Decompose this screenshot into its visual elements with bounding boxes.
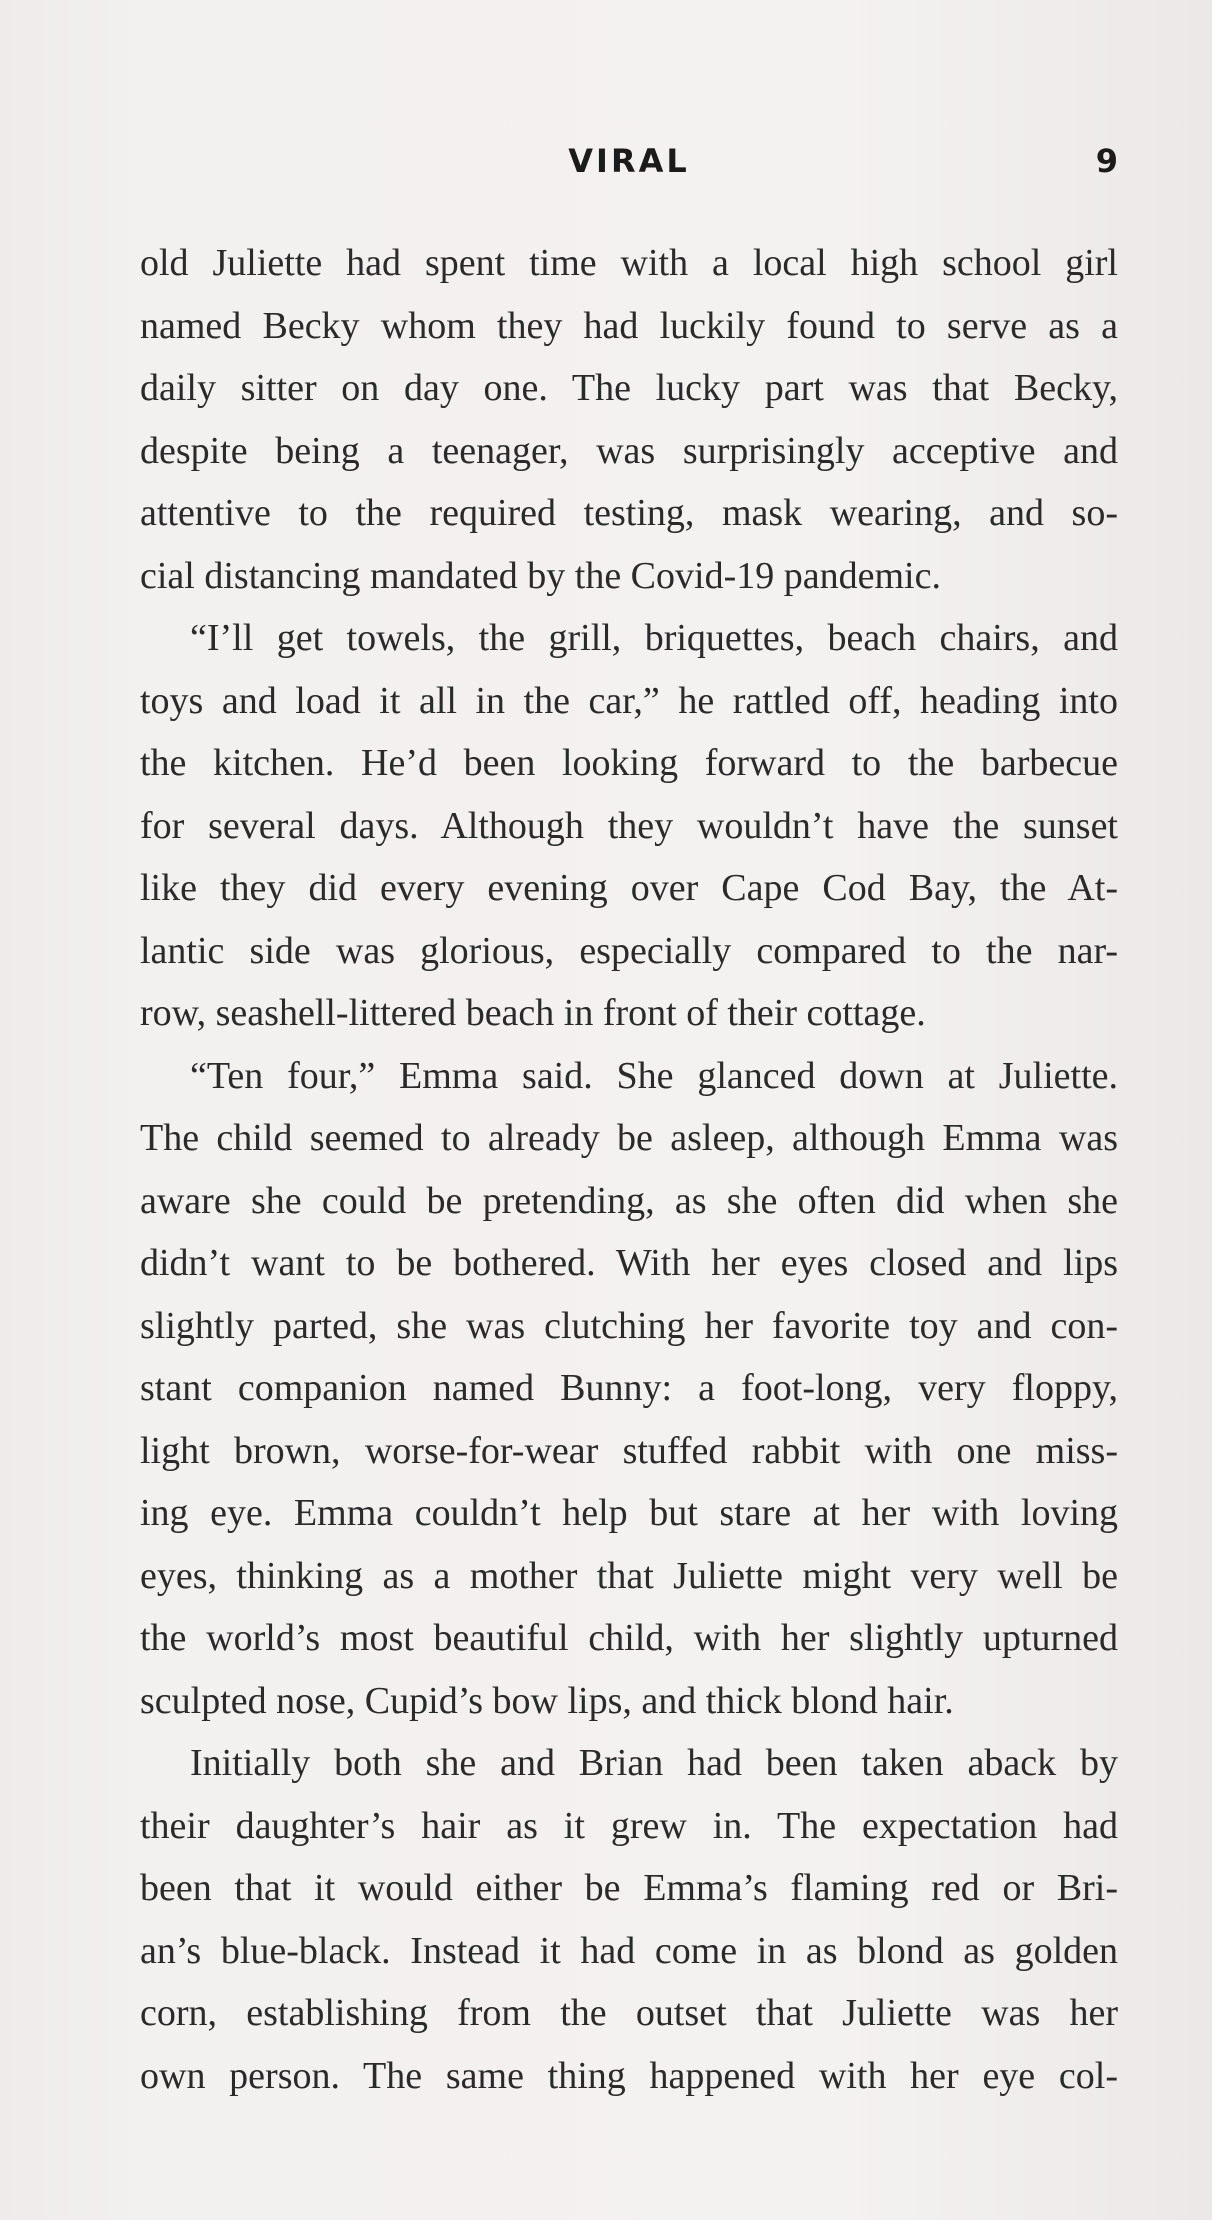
page-number: 9 [1095, 142, 1118, 180]
text-line: attentive to the required testing, mask wearing, and so- [140, 492, 1118, 534]
text-line: didn’t want to be bothered. With her eyes closed and lips [140, 1242, 1118, 1284]
text-line: slightly parted, she was clutching her favorite toy and con- [140, 1304, 1118, 1347]
text-line: lantic side was glorious, especially compared to the nar- [140, 929, 1118, 972]
body-text [140, 232, 1118, 2107]
text-line: sculpted nose, Cupid’s bow lips, and thick blond hair. [140, 1679, 954, 1722]
text-line: row, seashell-littered beach in front of their cottage. [140, 992, 926, 1034]
text-line: named Becky whom they had luckily found to serve as a [140, 304, 1118, 347]
text-line: Initially both she and Brian had been taken aback by [190, 1742, 1118, 1784]
text-line: “I’ll get towels, the grill, briquettes, beach chairs, and [190, 617, 1118, 659]
text-line: old Juliette had spent time with a local high school girl [140, 242, 1118, 284]
text-line: aware she could be pretending, as she often did when she [140, 1179, 1118, 1222]
text-line: light brown, worse-for-wear stuffed rabbit with one miss- [140, 1429, 1118, 1472]
text-line: corn, establishing from the outset that Juliette was her [140, 1992, 1118, 2034]
text-line: their daughter’s hair as it grew in. The expectation had [140, 1804, 1118, 1847]
paragraph [140, 1732, 1118, 2107]
text-line: the world’s most beautiful child, with her slightly upturned [140, 1617, 1118, 1659]
text-line: the kitchen. He’d been looking forward to the barbecue [140, 742, 1118, 784]
book-title: VIRAL [568, 142, 690, 180]
text-line: cial distancing mandated by the Covid-19 pandemic. [140, 554, 941, 597]
text-line: despite being a teenager, was surprisingly acceptive and [140, 429, 1118, 472]
text-line: “Ten four,” Emma said. She glanced down at Juliette. [190, 1054, 1118, 1097]
text-line: own person. The same thing happened with her eye col- [140, 2054, 1118, 2097]
paragraph [140, 232, 1118, 607]
text-line: The child seemed to already be asleep, although Emma was [140, 1117, 1118, 1159]
text-line: toys and load it all in the car,” he rattled off, heading into [140, 679, 1118, 722]
text-line: been that it would either be Emma’s flaming red or Bri- [140, 1867, 1118, 1909]
paragraph [140, 1045, 1118, 1733]
text-line: daily sitter on day one. The lucky part was that Becky, [140, 367, 1118, 409]
text-line: an’s blue-black. Instead it had come in as blond as golden [140, 1929, 1118, 1972]
text-line: like they did every evening over Cape Cod Bay, the At- [140, 867, 1118, 909]
text-line: eyes, thinking as a mother that Juliette might very well be [140, 1554, 1118, 1597]
running-head [140, 138, 1118, 184]
text-line: ing eye. Emma couldn’t help but stare at her with loving [140, 1492, 1118, 1534]
paragraph [140, 607, 1118, 1045]
text-line: for several days. Although they wouldn’t have the sunset [140, 804, 1118, 847]
text-line: stant companion named Bunny: a foot-long, very floppy, [140, 1367, 1118, 1409]
